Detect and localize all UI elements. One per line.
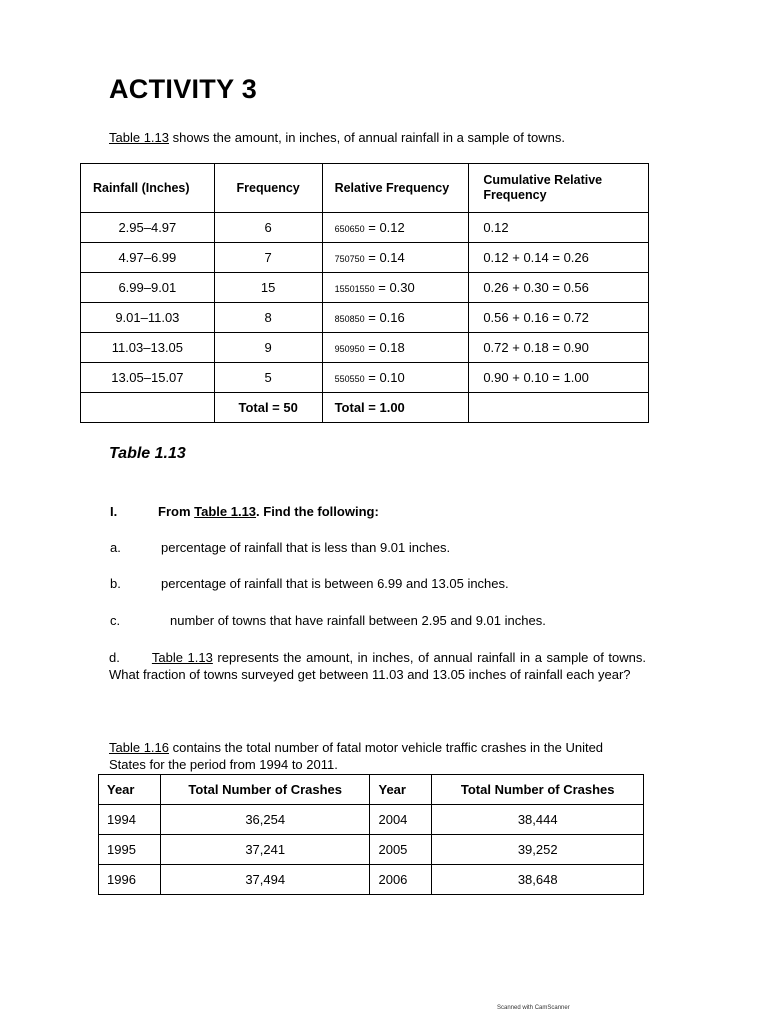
frequency-cell: 5 — [214, 363, 322, 393]
relative-value: = 0.10 — [364, 370, 405, 385]
table-row — [99, 835, 644, 865]
header-total-crashes: Total Number of Crashes — [432, 775, 644, 805]
intro-text: shows the amount, in inches, of annual rainfall in a sample of towns. — [169, 130, 565, 145]
relative-value: = 0.30 — [374, 280, 415, 295]
relative-value: = 0.12 — [364, 220, 405, 235]
header-cumulative-relative-frequency: Cumulative Relative Frequency — [469, 164, 649, 213]
question-label: c. — [110, 613, 121, 628]
cumulative-cell: 0.72 + 0.18 = 0.90 — [469, 333, 649, 363]
cumulative-cell: 0.26 + 0.30 = 0.56 — [469, 273, 649, 303]
empty-cell — [81, 393, 215, 423]
year-cell: 1994 — [99, 805, 161, 835]
relative-fraction: 950950 — [334, 344, 365, 354]
question-b-text: percentage of rainfall that is between 6.99 and 13.05 inches. — [161, 576, 509, 591]
frequency-cell: 15 — [214, 273, 322, 303]
crashes-cell: 39,252 — [432, 835, 644, 865]
question-d — [109, 649, 646, 683]
rainfall-cell: 6.99–9.01 — [81, 273, 215, 303]
relative-fraction: 650650 — [334, 224, 365, 234]
crashes-intro-text: contains the total number of fatal motor vehicle traffic crashes in the United States for the period from 1994 to 2011. — [109, 740, 604, 772]
question-1-text — [158, 504, 379, 519]
relative-frequency-cell — [322, 363, 469, 393]
table-header-row — [81, 164, 649, 213]
table-reference-link: Table 1.16 — [109, 740, 169, 755]
cumulative-cell: 0.56 + 0.16 = 0.72 — [469, 303, 649, 333]
relative-frequency-cell — [322, 333, 469, 363]
cumulative-cell: 0.12 — [469, 213, 649, 243]
question-d-text: represents the amount, in inches, of annual rainfall in a sample of towns. What fraction of towns surveyed get between 11.03 and 13.05 inches of rainfall each year? — [109, 650, 646, 682]
frequency-cell: 8 — [214, 303, 322, 333]
crashes-cell: 37,494 — [160, 865, 370, 895]
table-reference-link: Table 1.13 — [109, 130, 169, 145]
relative-value: = 0.16 — [364, 310, 405, 325]
year-cell: 2005 — [370, 835, 432, 865]
table-row — [99, 865, 644, 895]
relative-frequency-cell — [322, 303, 469, 333]
crashes-cell: 38,444 — [432, 805, 644, 835]
question-a-text: percentage of rainfall that is less than 9.01 inches. — [161, 540, 451, 555]
question-number: I. — [110, 504, 118, 519]
scanner-watermark: Scanned with CamScanner — [497, 1005, 570, 1011]
relative-frequency-cell — [322, 273, 469, 303]
frequency-cell: 6 — [214, 213, 322, 243]
rainfall-cell: 4.97–6.99 — [81, 243, 215, 273]
year-cell: 1996 — [99, 865, 161, 895]
crashes-cell: 38,648 — [432, 865, 644, 895]
table-row — [81, 363, 649, 393]
relative-frequency-cell — [322, 213, 469, 243]
table-row — [81, 273, 649, 303]
relative-frequency-cell — [322, 243, 469, 273]
rainfall-cell: 9.01–11.03 — [81, 303, 215, 333]
total-frequency-cell: Total = 50 — [214, 393, 322, 423]
relative-value: = 0.14 — [364, 250, 405, 265]
crashes-table — [98, 774, 644, 895]
table-row — [81, 243, 649, 273]
relative-fraction: 15501550 — [334, 284, 375, 294]
empty-cell — [469, 393, 649, 423]
table-reference-link: Table 1.13 — [151, 650, 213, 665]
question-1-suffix: . Find the following: — [256, 504, 379, 519]
relative-value: = 0.18 — [364, 340, 405, 355]
cumulative-cell: 0.12 + 0.14 = 0.26 — [469, 243, 649, 273]
table-row — [81, 333, 649, 363]
header-frequency: Frequency — [214, 164, 322, 213]
question-label: b. — [110, 576, 121, 591]
table-caption: Table 1.13 — [109, 445, 186, 462]
table-reference-link: Table 1.13 — [194, 504, 257, 519]
rainfall-cell: 2.95–4.97 — [81, 213, 215, 243]
rainfall-cell: 11.03–13.05 — [81, 333, 215, 363]
relative-fraction: 850850 — [334, 314, 365, 324]
page-title: ACTIVITY 3 — [109, 74, 258, 104]
relative-fraction: 550550 — [334, 374, 365, 384]
question-1-prefix: From — [158, 504, 195, 519]
table-header-row — [99, 775, 644, 805]
table-total-row — [81, 393, 649, 423]
table-row — [81, 213, 649, 243]
rainfall-table — [80, 163, 649, 423]
relative-fraction: 750750 — [334, 254, 365, 264]
header-year: Year — [99, 775, 161, 805]
header-rainfall: Rainfall (Inches) — [81, 164, 215, 213]
header-total-crashes: Total Number of Crashes — [160, 775, 370, 805]
frequency-cell: 9 — [214, 333, 322, 363]
crashes-cell: 36,254 — [160, 805, 370, 835]
header-relative-frequency: Relative Frequency — [322, 164, 469, 213]
intro-paragraph — [109, 129, 649, 146]
question-label: a. — [110, 540, 121, 555]
total-relative-cell: Total = 1.00 — [322, 393, 469, 423]
year-cell: 2006 — [370, 865, 432, 895]
year-cell: 1995 — [99, 835, 161, 865]
crashes-intro-paragraph — [109, 739, 639, 773]
crashes-cell: 37,241 — [160, 835, 370, 865]
question-c-text: number of towns that have rainfall between 2.95 and 9.01 inches. — [170, 613, 546, 628]
year-cell: 2004 — [370, 805, 432, 835]
question-label: d. — [109, 650, 120, 665]
table-row — [99, 805, 644, 835]
header-year: Year — [370, 775, 432, 805]
rainfall-cell: 13.05–15.07 — [81, 363, 215, 393]
table-row — [81, 303, 649, 333]
cumulative-cell: 0.90 + 0.10 = 1.00 — [469, 363, 649, 393]
frequency-cell: 7 — [214, 243, 322, 273]
